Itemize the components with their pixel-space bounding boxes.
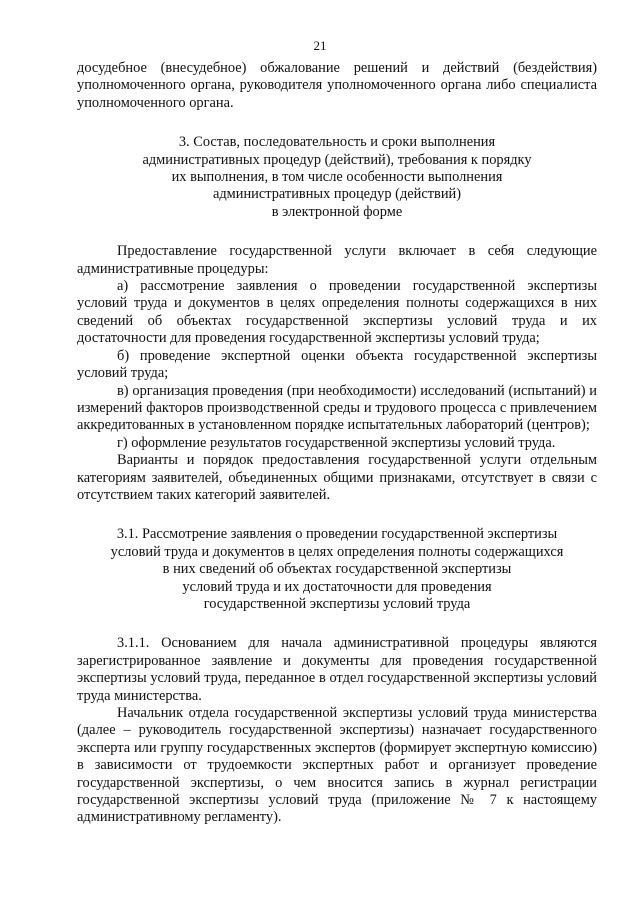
heading-line: административных процедур (действий) <box>212 186 462 203</box>
list-item-b: б) проведение экспертной оценки объекта государственной экспертизы условий труда; <box>77 347 597 382</box>
page-number: 21 <box>313 38 327 53</box>
section-3-1-heading <box>77 526 597 613</box>
section-3-heading <box>77 134 597 221</box>
document-body <box>77 60 597 827</box>
body-paragraph: Предоставление государственной услуги включает в себя следующие административные процедуры: <box>77 243 597 277</box>
heading-line: 3. Состав, последовательность и сроки выполнения <box>178 134 496 151</box>
heading-line: в электронной форме <box>271 203 403 220</box>
heading-line: их выполнения, в том числе особенности выполнения <box>171 169 503 186</box>
heading-line: в них сведений об объектах государственной экспертизы <box>162 561 512 578</box>
heading-line: условий труда и документов в целях определения полноты содержащихся <box>110 543 564 560</box>
heading-line: 3.1. Рассмотрение заявления о проведении государственной экспертизы <box>116 526 558 543</box>
heading-line: административных процедур (действий), требования к порядку <box>142 151 532 168</box>
body-paragraph: 3.1.1. Основанием для начала административной процедуры являются зарегистрированное заявление и документы для проведения государственной экспертизы условий труда, переданное в отдел государственной экспертизы условий труда министерства. <box>77 635 597 704</box>
list-item-g: г) оформление результатов государственной экспертизы условий труда. <box>117 434 556 451</box>
heading-line: условий труда и их достаточности для проведения <box>182 578 492 595</box>
body-paragraph: Варианты и порядок предоставления государственной услуги отдельным категориям заявителей, объединенных общими признаками, отсутствует в связи с отсутствием таких категорий заявителей. <box>77 452 597 503</box>
heading-line: государственной экспертизы условий труда <box>203 595 471 612</box>
body-paragraph: Начальник отдела государственной экспертизы условий труда министерства (далее – руководитель государственной экспертизы) назначает государственного эксперта или группу государственных экспертов (формирует экспертную комиссию) в зависимости от трудоемкости экспертных работ и организует проведение государственной экспертизы, о чем вносится запись в журнал регистрации государственной экспертизы условий труда (приложение № 7 к настоящему административному регламенту). <box>77 705 597 826</box>
list-item-a: а) рассмотрение заявления о проведении государственной экспертизы условий труда и документов в целях определения полноты содержащихся в них сведений об объектах государственной экспертизы условий труда и их достаточности для проведения государственной экспертизы условий труда; <box>77 278 597 347</box>
list-item-v: в) организация проведения (при необходимости) исследований (испытаний) и измерений факторов производственной среды и трудового процесса с привлечением аккредитованных в установленном порядке испытательных лабораторий (центров); <box>77 382 597 434</box>
intro-paragraph: досудебное (внесудебное) обжалование решений и действий (бездействия) уполномоченного органа, руководителя уполномоченного органа либо специалиста уполномоченного органа. <box>77 60 597 111</box>
